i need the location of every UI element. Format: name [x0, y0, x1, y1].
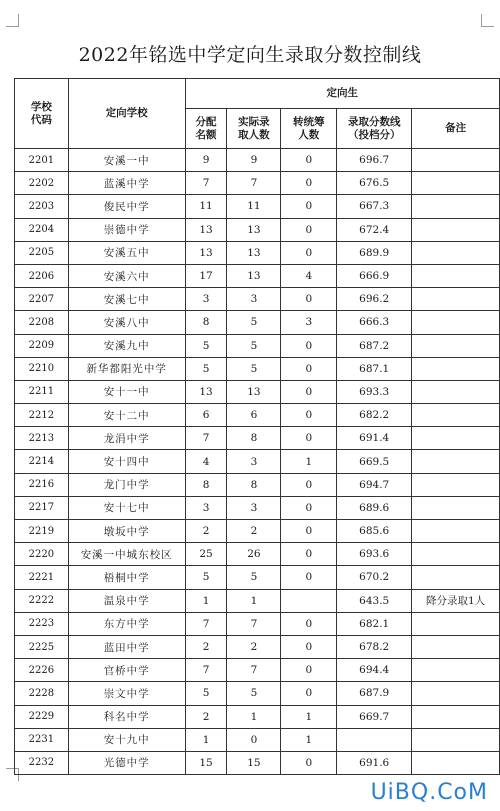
- cell-school: 安十二中: [68, 404, 185, 427]
- cell-code: 2210: [15, 357, 69, 380]
- cell-score: 669.5: [337, 450, 412, 473]
- cell-enrolled: 1: [227, 705, 281, 728]
- cell-score: 643.5: [337, 589, 412, 612]
- table-row: [15, 589, 500, 612]
- cell-school: 墩坂中学: [68, 520, 185, 543]
- table-row: [15, 195, 500, 218]
- cell-quota: 8: [185, 311, 227, 334]
- header-note: 备注: [412, 109, 500, 149]
- cell-quota: 9: [185, 149, 227, 172]
- cell-score: 687.9: [337, 682, 412, 705]
- cell-transfer: 1: [281, 728, 337, 751]
- cell-quota: 13: [185, 218, 227, 241]
- cell-score: 672.4: [337, 218, 412, 241]
- cell-enrolled: 13: [227, 264, 281, 287]
- cell-score: 689.6: [337, 496, 412, 519]
- cell-enrolled: 3: [227, 288, 281, 311]
- cell-code: 2207: [15, 288, 69, 311]
- cell-note: [412, 311, 500, 334]
- cell-enrolled: 3: [227, 450, 281, 473]
- cell-enrolled: 13: [227, 218, 281, 241]
- cell-code: 2211: [15, 380, 69, 403]
- cell-enrolled: 8: [227, 427, 281, 450]
- cell-quota: 13: [185, 241, 227, 264]
- cell-note: [412, 659, 500, 682]
- cell-note: [412, 612, 500, 635]
- cell-note: [412, 172, 500, 195]
- cell-score: 687.1: [337, 357, 412, 380]
- cell-enrolled: 5: [227, 682, 281, 705]
- cell-school: 安溪八中: [68, 311, 185, 334]
- cell-note: [412, 682, 500, 705]
- cell-enrolled: 0: [227, 728, 281, 751]
- cell-code: 2229: [15, 705, 69, 728]
- cell-school: 安十四中: [68, 450, 185, 473]
- cell-school: 崇德中学: [68, 218, 185, 241]
- cell-transfer: 0: [281, 543, 337, 566]
- cell-transfer: [281, 589, 337, 612]
- cell-enrolled: 13: [227, 380, 281, 403]
- cell-note: [412, 635, 500, 658]
- cell-transfer: 0: [281, 566, 337, 589]
- cell-score: 687.2: [337, 334, 412, 357]
- cell-code: 2203: [15, 195, 69, 218]
- cell-score: 693.3: [337, 380, 412, 403]
- table-row: [15, 311, 500, 334]
- cell-quota: 13: [185, 380, 227, 403]
- cell-score: 676.5: [337, 172, 412, 195]
- cell-enrolled: 3: [227, 496, 281, 519]
- cell-note: [412, 520, 500, 543]
- cell-code: 2214: [15, 450, 69, 473]
- cell-code: 2220: [15, 543, 69, 566]
- table-row: [15, 751, 500, 774]
- cell-quota: 7: [185, 612, 227, 635]
- cell-note: [412, 357, 500, 380]
- cell-enrolled: 2: [227, 635, 281, 658]
- cell-enrolled: 6: [227, 404, 281, 427]
- cell-code: 2213: [15, 427, 69, 450]
- table-row: [15, 496, 500, 519]
- cell-school: 安十七中: [68, 496, 185, 519]
- cell-enrolled: 2: [227, 520, 281, 543]
- table-row: [15, 705, 500, 728]
- cell-score: 691.6: [337, 751, 412, 774]
- cell-school: 蓝田中学: [68, 635, 185, 658]
- cell-enrolled: 8: [227, 473, 281, 496]
- cell-transfer: 0: [281, 357, 337, 380]
- cell-transfer: 0: [281, 473, 337, 496]
- cell-quota: 17: [185, 264, 227, 287]
- header-group: 定向生: [185, 79, 499, 109]
- cell-enrolled: 5: [227, 334, 281, 357]
- cell-school: 俊民中学: [68, 195, 185, 218]
- cell-transfer: 0: [281, 241, 337, 264]
- table-row: [15, 635, 500, 658]
- table-row: [15, 149, 500, 172]
- cell-transfer: 0: [281, 682, 337, 705]
- cell-note: [412, 427, 500, 450]
- cell-code: 2226: [15, 659, 69, 682]
- cell-school: 安十九中: [68, 728, 185, 751]
- cell-score: 669.7: [337, 705, 412, 728]
- cell-score: 694.4: [337, 659, 412, 682]
- cell-note: [412, 149, 500, 172]
- cell-note: [412, 218, 500, 241]
- cell-school: 东方中学: [68, 612, 185, 635]
- cell-code: 2216: [15, 473, 69, 496]
- cell-quota: 1: [185, 589, 227, 612]
- table-row: [15, 543, 500, 566]
- cell-code: 2219: [15, 520, 69, 543]
- cell-school: 蓝溪中学: [68, 172, 185, 195]
- cell-note: [412, 288, 500, 311]
- cell-code: 2221: [15, 566, 69, 589]
- cell-enrolled: 13: [227, 241, 281, 264]
- table-row: [15, 728, 500, 751]
- cell-code: 2206: [15, 264, 69, 287]
- cell-score: 678.2: [337, 635, 412, 658]
- cell-transfer: 1: [281, 450, 337, 473]
- table-row: [15, 241, 500, 264]
- cell-code: 2205: [15, 241, 69, 264]
- cell-transfer: 0: [281, 427, 337, 450]
- cell-enrolled: 26: [227, 543, 281, 566]
- table-row: [15, 659, 500, 682]
- cell-quota: 8: [185, 473, 227, 496]
- cell-quota: 2: [185, 520, 227, 543]
- table-row: [15, 380, 500, 403]
- cell-quota: 7: [185, 659, 227, 682]
- cell-school: 龙涓中学: [68, 427, 185, 450]
- cell-code: 2225: [15, 635, 69, 658]
- cell-quota: 2: [185, 635, 227, 658]
- cell-quota: 11: [185, 195, 227, 218]
- table-row: [15, 172, 500, 195]
- cell-score: 696.2: [337, 288, 412, 311]
- cell-code: 2228: [15, 682, 69, 705]
- table-body: [15, 149, 500, 775]
- crop-mark-top-right: [481, 14, 494, 27]
- cell-note: [412, 195, 500, 218]
- cell-enrolled: 15: [227, 751, 281, 774]
- cell-school: 新华都阳光中学: [68, 357, 185, 380]
- cell-enrolled: 5: [227, 311, 281, 334]
- cell-enrolled: 11: [227, 195, 281, 218]
- cell-code: 2217: [15, 496, 69, 519]
- cell-transfer: 3: [281, 311, 337, 334]
- cell-enrolled: 5: [227, 566, 281, 589]
- page-title: 2022年铭选中学定向生录取分数控制线: [78, 44, 422, 66]
- cell-score: 689.9: [337, 241, 412, 264]
- cell-quota: 4: [185, 450, 227, 473]
- cell-school: 崇文中学: [68, 682, 185, 705]
- table-row: [15, 473, 500, 496]
- cell-quota: 5: [185, 357, 227, 380]
- cell-transfer: 0: [281, 149, 337, 172]
- cell-score: 666.3: [337, 311, 412, 334]
- cell-note: [412, 473, 500, 496]
- cell-note: [412, 705, 500, 728]
- cell-note: [412, 543, 500, 566]
- table-row: [15, 288, 500, 311]
- cell-school: 安十一中: [68, 380, 185, 403]
- header-transfer: 转统筹人数: [281, 109, 337, 149]
- cell-quota: 3: [185, 496, 227, 519]
- cell-school: 温泉中学: [68, 589, 185, 612]
- cell-transfer: 0: [281, 288, 337, 311]
- cell-code: 2231: [15, 728, 69, 751]
- cell-school: 安溪五中: [68, 241, 185, 264]
- cell-quota: 1: [185, 728, 227, 751]
- cell-quota: 2: [185, 705, 227, 728]
- cell-note: [412, 380, 500, 403]
- cell-enrolled: 5: [227, 357, 281, 380]
- cell-quota: 3: [185, 288, 227, 311]
- cell-note: [412, 566, 500, 589]
- header-school: 定向学校: [68, 79, 185, 149]
- cell-transfer: 0: [281, 520, 337, 543]
- cell-score: [337, 728, 412, 751]
- cell-transfer: 0: [281, 751, 337, 774]
- cell-score: 694.7: [337, 473, 412, 496]
- cell-score: 691.4: [337, 427, 412, 450]
- cell-quota: 7: [185, 172, 227, 195]
- cell-note: [412, 751, 500, 774]
- cell-transfer: 0: [281, 659, 337, 682]
- cell-code: 2212: [15, 404, 69, 427]
- cell-school: 安溪一中: [68, 149, 185, 172]
- cell-transfer: 0: [281, 496, 337, 519]
- watermark: UiBQ.CoM: [370, 780, 488, 805]
- cell-transfer: 0: [281, 172, 337, 195]
- cell-transfer: 0: [281, 404, 337, 427]
- table-row: [15, 566, 500, 589]
- table-row: [15, 427, 500, 450]
- cell-school: 官桥中学: [68, 659, 185, 682]
- cell-note: [412, 450, 500, 473]
- cell-school: 安溪七中: [68, 288, 185, 311]
- cell-transfer: 4: [281, 264, 337, 287]
- cell-school: 安溪一中城东校区: [68, 543, 185, 566]
- table-row: [15, 357, 500, 380]
- table-row: [15, 264, 500, 287]
- cell-quota: 5: [185, 334, 227, 357]
- cell-score: 682.2: [337, 404, 412, 427]
- cell-code: 2223: [15, 612, 69, 635]
- cell-code: 2204: [15, 218, 69, 241]
- cell-note: [412, 241, 500, 264]
- table-row: [15, 520, 500, 543]
- cell-note: [412, 264, 500, 287]
- cell-enrolled: 1: [227, 589, 281, 612]
- cell-code: 2202: [15, 172, 69, 195]
- table-row: [15, 682, 500, 705]
- table-row: [15, 218, 500, 241]
- cell-quota: 7: [185, 427, 227, 450]
- cell-score: 670.2: [337, 566, 412, 589]
- cell-score: 667.3: [337, 195, 412, 218]
- cell-code: 2201: [15, 149, 69, 172]
- cell-enrolled: 7: [227, 172, 281, 195]
- cell-enrolled: 7: [227, 612, 281, 635]
- cell-score: 696.7: [337, 149, 412, 172]
- cell-school: 科名中学: [68, 705, 185, 728]
- table-row: [15, 450, 500, 473]
- cell-note: [412, 496, 500, 519]
- cell-transfer: 0: [281, 635, 337, 658]
- cell-school: 安溪九中: [68, 334, 185, 357]
- cell-school: 安溪六中: [68, 264, 185, 287]
- cell-transfer: 0: [281, 612, 337, 635]
- cell-score: 693.6: [337, 543, 412, 566]
- table-row: [15, 612, 500, 635]
- cell-code: 2232: [15, 751, 69, 774]
- cell-enrolled: 7: [227, 659, 281, 682]
- cell-transfer: 0: [281, 218, 337, 241]
- cell-code: 2209: [15, 334, 69, 357]
- cell-note: [412, 404, 500, 427]
- cell-transfer: 0: [281, 195, 337, 218]
- cell-enrolled: 9: [227, 149, 281, 172]
- cell-score: 666.9: [337, 264, 412, 287]
- cell-transfer: 0: [281, 380, 337, 403]
- cell-code: 2208: [15, 311, 69, 334]
- cell-quota: 15: [185, 751, 227, 774]
- cell-quota: 5: [185, 682, 227, 705]
- cell-quota: 6: [185, 404, 227, 427]
- cell-quota: 5: [185, 566, 227, 589]
- header-code: 学校代码: [15, 79, 69, 149]
- cell-score: 685.6: [337, 520, 412, 543]
- cell-code: 2222: [15, 589, 69, 612]
- table-row: [15, 404, 500, 427]
- header-score: 录取分数线（投档分）: [337, 109, 412, 149]
- cell-transfer: 0: [281, 334, 337, 357]
- header-quota: 分配名额: [185, 109, 227, 149]
- cell-school: 龙门中学: [68, 473, 185, 496]
- cell-school: 梧桐中学: [68, 566, 185, 589]
- cell-note: 降分录取1人: [412, 589, 500, 612]
- admission-table: [14, 78, 500, 775]
- cell-transfer: 1: [281, 705, 337, 728]
- cell-note: [412, 334, 500, 357]
- table-row: [15, 334, 500, 357]
- crop-mark-top-left: [6, 14, 19, 27]
- header-enrolled: 实际录取人数: [227, 109, 281, 149]
- cell-note: [412, 728, 500, 751]
- cell-score: 682.1: [337, 612, 412, 635]
- cell-school: 光德中学: [68, 751, 185, 774]
- cell-quota: 25: [185, 543, 227, 566]
